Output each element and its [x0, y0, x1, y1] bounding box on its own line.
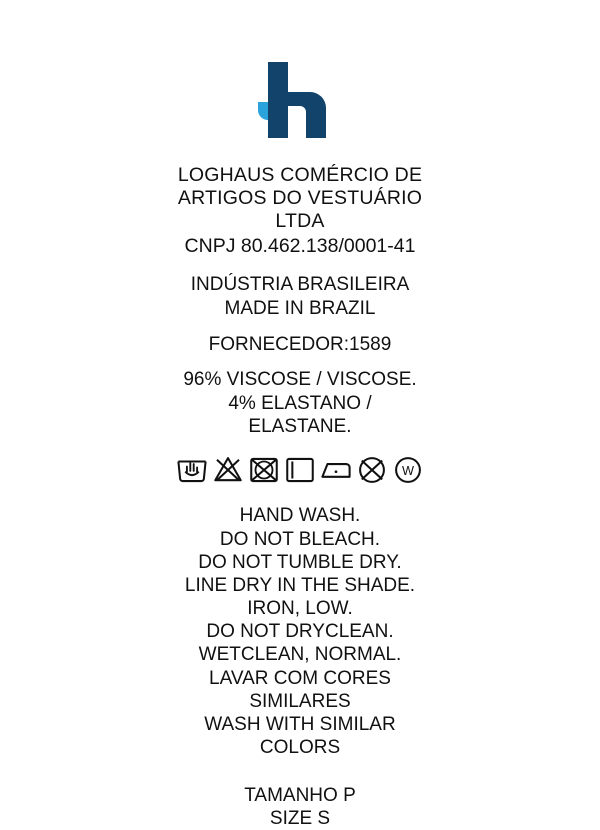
company-name-line2: ARTIGOS DO VESTUÁRIO [177, 187, 423, 209]
line-dry-in-shade-symbol [283, 453, 317, 487]
fabric-composition [183, 368, 416, 438]
care-line9: SIMILARES [249, 690, 351, 712]
care-line11: COLORS [259, 737, 341, 759]
company-name-line3: LTDA [275, 210, 325, 232]
size-block [244, 784, 356, 830]
do-not-dryclean-symbol [355, 453, 389, 487]
logo [245, 62, 355, 138]
loghaus-logo-icon [252, 62, 348, 138]
size-line1: TAMANHO P [244, 784, 356, 806]
hand-wash-symbol [175, 453, 209, 487]
composition-line1: 96% VISCOSE / VISCOSE. [183, 369, 417, 391]
size-line2: SIZE S [269, 807, 331, 829]
care-line5: IRON, LOW. [247, 598, 353, 620]
origin-line2: MADE IN BRAZIL [224, 297, 376, 319]
care-symbols-row [175, 453, 425, 487]
composition-line3: ELASTANE. [248, 415, 352, 437]
care-line10: WASH WITH SIMILAR [204, 713, 396, 735]
do-not-tumble-dry-symbol [247, 453, 281, 487]
care-line7: WETCLEAN, NORMAL. [198, 644, 402, 666]
company-cnpj: CNPJ 80.462.138/0001-41 [184, 235, 416, 257]
care-line3: DO NOT TUMBLE DRY. [198, 551, 402, 573]
care-instructions [185, 504, 415, 759]
origin-line1: INDÚSTRIA BRASILEIRA [190, 273, 410, 295]
care-line6: DO NOT DRYCLEAN. [206, 621, 394, 643]
composition-line2: 4% ELASTANO / [228, 392, 372, 414]
care-line1: HAND WASH. [239, 505, 361, 527]
svg-text:W: W [401, 462, 415, 478]
care-line4: LINE DRY IN THE SHADE. [184, 574, 416, 596]
supplier-code: FORNECEDOR:1589 [208, 333, 392, 355]
company-name-line1: LOGHAUS COMÉRCIO DE [177, 164, 423, 186]
wetclean-normal-symbol [391, 453, 425, 487]
origin-block [191, 273, 410, 321]
do-not-bleach-symbol [211, 453, 245, 487]
care-line8: LAVAR COM CORES [209, 667, 391, 689]
iron-low-symbol [319, 453, 353, 487]
care-line2: DO NOT BLEACH. [219, 528, 381, 550]
company-name [178, 164, 422, 233]
